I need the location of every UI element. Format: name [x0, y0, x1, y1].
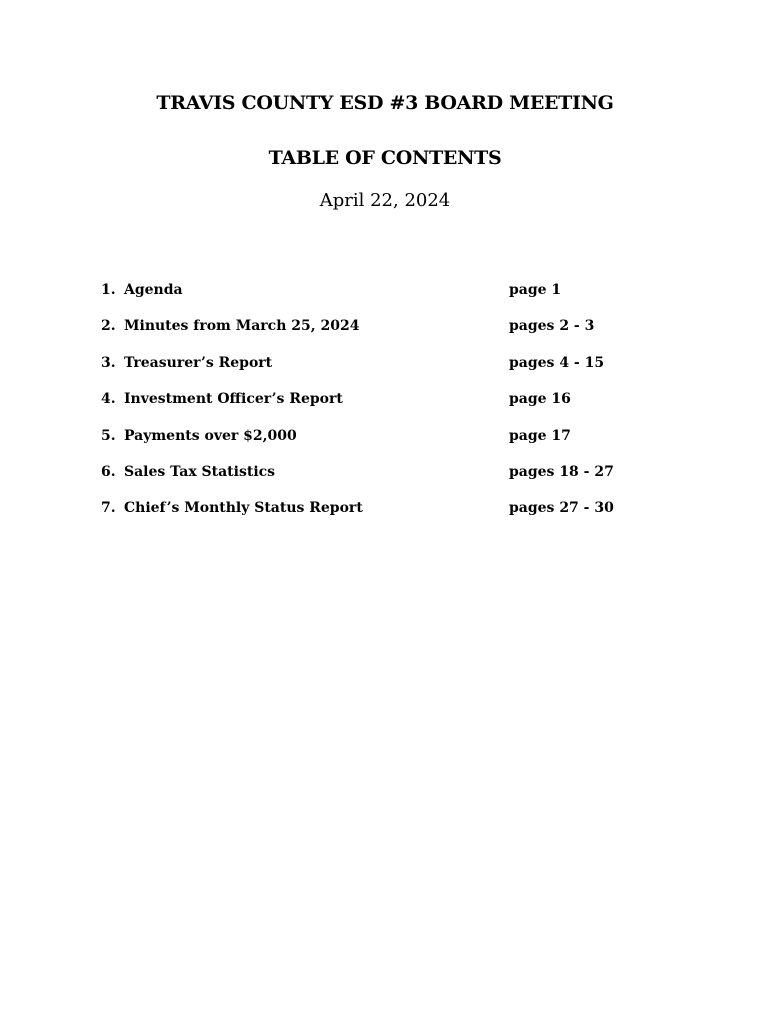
toc-item-pages: page 17 — [509, 427, 571, 444]
toc-item-number: 6. — [101, 463, 116, 480]
toc-item-payments — [0, 424, 770, 460]
toc-item-chiefs-report — [0, 496, 770, 532]
toc-item-agenda — [0, 278, 770, 314]
toc-item-number: 5. — [101, 427, 116, 444]
toc-item-number: 1. — [101, 282, 116, 298]
toc-item-label: Agenda — [124, 282, 183, 298]
toc-item-label: Minutes from March 25, 2024 — [124, 318, 360, 335]
toc-item-label: Chief’s Monthly Status Report — [124, 500, 363, 517]
toc-item-sales-tax — [0, 460, 770, 496]
document-title: TRAVIS COUNTY ESD #3 BOARD MEETING — [156, 92, 614, 114]
meeting-date: April 22, 2024 — [319, 190, 451, 211]
table-of-contents — [0, 278, 770, 533]
toc-item-minutes — [0, 314, 770, 350]
toc-item-label: Sales Tax Statistics — [124, 463, 276, 480]
toc-item-pages: pages 4 - 15 — [509, 354, 605, 371]
toc-item-number: 7. — [101, 500, 116, 517]
toc-item-number: 3. — [101, 354, 116, 371]
toc-item-label: Payments over $2,000 — [124, 427, 297, 444]
toc-item-number: 4. — [101, 391, 116, 408]
toc-item-pages: pages 27 - 30 — [509, 500, 614, 517]
toc-item-pages: page 1 — [509, 282, 562, 298]
toc-item-label: Investment Officer’s Report — [124, 391, 343, 408]
toc-item-pages: pages 2 - 3 — [509, 318, 595, 335]
toc-item-label: Treasurer’s Report — [124, 354, 273, 371]
toc-item-pages: page 16 — [509, 391, 571, 408]
toc-item-number: 2. — [101, 318, 116, 335]
toc-item-investment-report — [0, 387, 770, 423]
toc-item-pages: pages 18 - 27 — [509, 463, 614, 480]
toc-heading: TABLE OF CONTENTS — [268, 147, 502, 169]
toc-item-treasurers-report — [0, 351, 770, 387]
